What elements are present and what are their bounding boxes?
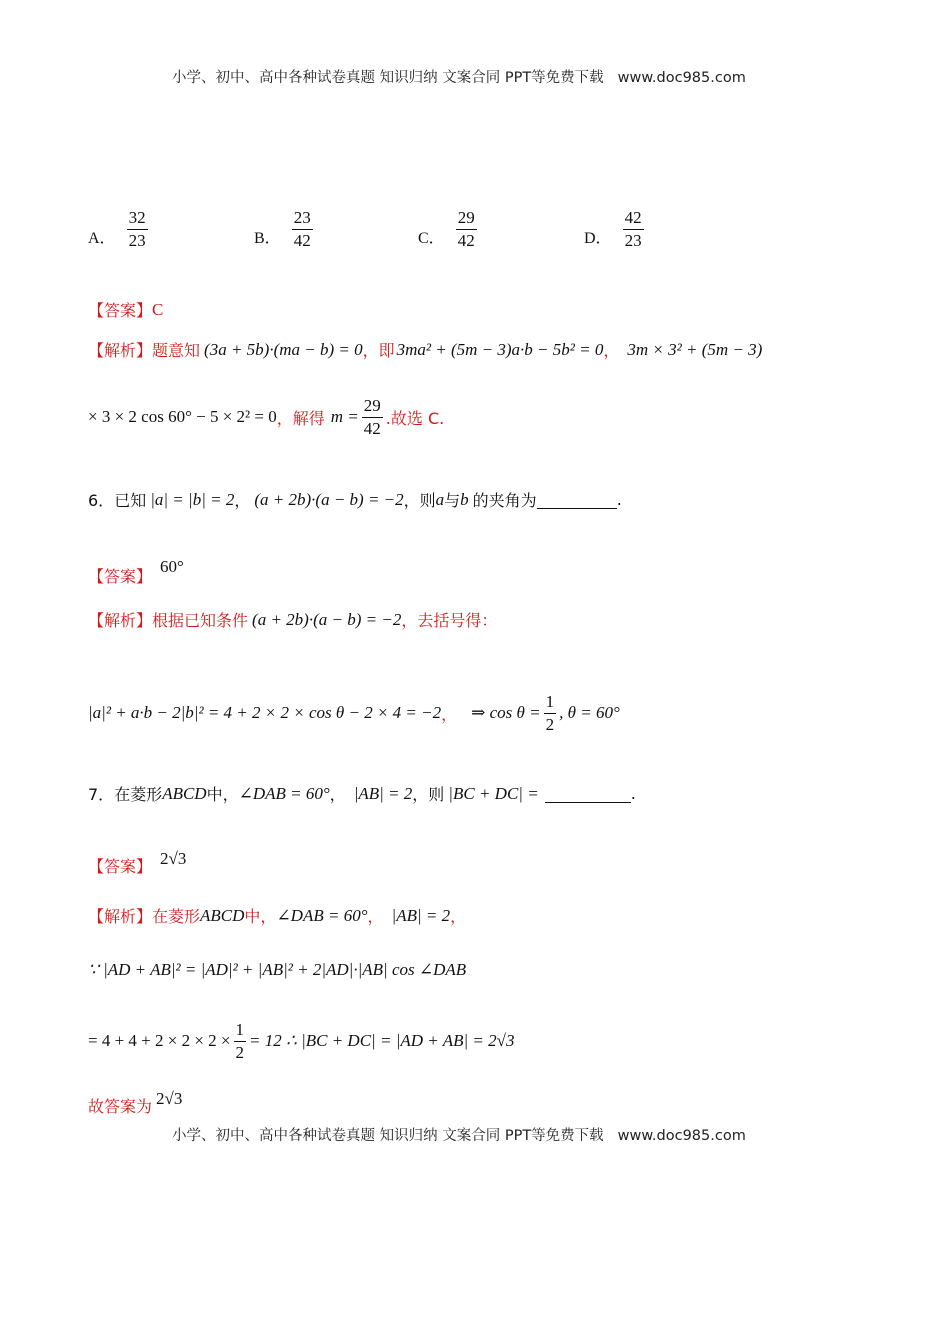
q7-analysis-line3 <box>88 1020 514 1062</box>
math-expression: |a|² + a·b − 2|b|² = 4 + 2 × 2 × cos θ − 2 × 4 = −2 <box>88 703 442 723</box>
analysis-text: 在菱形 <box>152 907 201 926</box>
math-expression: m = <box>330 407 359 427</box>
period: . <box>630 784 636 803</box>
q6-analysis-line1 <box>88 608 497 631</box>
fraction <box>234 1020 247 1062</box>
option-fraction <box>127 208 148 250</box>
math-expression: ⇒ cos θ = <box>471 703 541 723</box>
answer-blank <box>537 490 617 509</box>
math-expression: |AB| = 2 <box>391 905 451 925</box>
numerator: 32 <box>127 208 148 230</box>
answer-blank <box>545 784 631 803</box>
option-a <box>88 208 151 250</box>
separator: ， <box>367 907 384 926</box>
math-expression: a <box>435 489 445 509</box>
math-expression: ∵ |AD + AB|² = |AD|² + |AB|² + 2|AD|·|AB| cos ∠DAB <box>88 960 467 979</box>
option-d <box>584 208 647 250</box>
answer-tag: 【答案】 <box>88 857 153 876</box>
stem-text: 的夹角为 <box>472 491 537 510</box>
denominator: 42 <box>457 230 475 250</box>
period: . <box>616 490 622 509</box>
page-footer <box>172 1124 746 1145</box>
numerator: 1 <box>234 1020 247 1042</box>
math-expression: , θ = 60° <box>559 703 620 723</box>
math-expression: |a| = |b| = 2 <box>150 489 235 509</box>
analysis-tag: 【解析】 <box>88 341 153 360</box>
option-label: B． <box>254 230 281 248</box>
option-fraction <box>292 208 313 250</box>
q6-answer <box>88 546 184 587</box>
option-label: A． <box>88 230 116 248</box>
option-fraction <box>623 208 644 250</box>
header-site: www.doc985.com <box>617 70 746 86</box>
math-expression: = 12 ∴ |BC + DC| = |AD + AB| = 2√3 <box>249 1031 515 1051</box>
math-expression: (a + 2b)·(a − b) = −2 <box>254 489 404 509</box>
option-fraction <box>456 208 477 250</box>
separator: ， <box>603 341 620 360</box>
math-expression: ABCD <box>200 905 245 925</box>
separator: ， <box>441 704 458 724</box>
denominator: 42 <box>363 418 381 438</box>
math-expression: × 3 × 2 cos 60° − 5 × 2² = 0 <box>88 407 277 427</box>
q7-final-answer <box>88 1080 182 1117</box>
numerator: 23 <box>292 208 313 230</box>
numerator: 42 <box>623 208 644 230</box>
math-expression: ABCD <box>162 783 207 803</box>
header-text: 小学、初中、高中各种试卷真题 知识归纳 文案合同 PPT等免费下载 <box>172 70 604 86</box>
page-header <box>172 66 746 87</box>
question-number: 6． <box>88 491 115 510</box>
separator: ， <box>450 907 467 926</box>
q5-answer <box>88 298 163 321</box>
footer-site: www.doc985.com <box>617 1128 746 1144</box>
question-number: 7． <box>88 785 115 804</box>
answer-tag: 【答案】 <box>88 567 153 586</box>
answer-value: 2√3 <box>160 848 187 868</box>
math-expression: ∠DAB = 60° <box>238 783 330 803</box>
math-expression: 3m × 3² + (5m − 3) <box>627 339 763 359</box>
stem-text: 中， <box>206 785 239 804</box>
stem-text: ，则 <box>412 785 445 804</box>
math-expression: b <box>460 489 469 509</box>
answer-value: 60° <box>160 556 184 576</box>
separator: ， <box>234 491 251 510</box>
math-expression: |BC + DC| = <box>448 783 539 803</box>
q7-stem <box>88 782 636 805</box>
analysis-text: ，即 <box>362 341 395 360</box>
analysis-text: 根据已知条件 <box>152 611 249 630</box>
option-label: C． <box>418 230 445 248</box>
math-expression: |AB| = 2 <box>353 783 413 803</box>
q5-analysis-line2 <box>88 396 444 438</box>
answer-value: C <box>152 299 164 319</box>
denominator: 2 <box>235 1042 245 1062</box>
analysis-text: 中， <box>244 907 277 926</box>
denominator: 42 <box>293 230 311 250</box>
analysis-tag: 【解析】 <box>88 611 153 630</box>
stem-text: 已知 <box>114 491 147 510</box>
fraction <box>362 396 383 438</box>
q6-stem <box>88 488 622 511</box>
option-b <box>254 208 316 250</box>
option-c <box>418 208 480 250</box>
q7-analysis-line1 <box>88 904 466 927</box>
denominator: 23 <box>128 230 146 250</box>
q7-analysis-line2 <box>88 960 466 980</box>
q6-analysis-line2 <box>88 692 620 734</box>
analysis-text: ，去括号得： <box>401 611 498 630</box>
denominator: 23 <box>624 230 642 250</box>
stem-text: 在菱形 <box>114 785 163 804</box>
analysis-tag: 【解析】 <box>88 907 153 926</box>
analysis-text: ，解得 <box>276 408 325 428</box>
math-expression: (a + 2b)·(a − b) = −2 <box>252 609 402 629</box>
footer-text: 小学、初中、高中各种试卷真题 知识归纳 文案合同 PPT等免费下载 <box>172 1128 604 1144</box>
numerator: 29 <box>362 396 383 418</box>
math-expression: = 4 + 4 + 2 × 2 × 2 × <box>88 1031 231 1051</box>
answer-tag: 【答案】 <box>88 301 153 320</box>
q5-analysis-line1 <box>88 338 762 361</box>
final-value: 2√3 <box>156 1088 183 1108</box>
math-expression: ∠DAB = 60° <box>276 905 368 925</box>
q7-answer <box>88 840 186 877</box>
denominator: 2 <box>545 714 555 734</box>
separator: ， <box>329 785 346 804</box>
stem-text: 与 <box>444 491 461 510</box>
option-label: D． <box>584 230 612 248</box>
math-expression: 3ma² + (5m − 3)a·b − 5b² = 0 <box>396 339 604 359</box>
analysis-text: .故选 C. <box>385 408 445 428</box>
numerator: 29 <box>456 208 477 230</box>
fraction <box>544 692 557 734</box>
stem-text: ，则 <box>403 491 436 510</box>
numerator: 1 <box>544 692 557 714</box>
final-text: 故答案为 <box>88 1097 153 1116</box>
analysis-text: 题意知 <box>152 341 201 360</box>
math-expression: (3a + 5b)·(ma − b) = 0 <box>204 339 363 359</box>
